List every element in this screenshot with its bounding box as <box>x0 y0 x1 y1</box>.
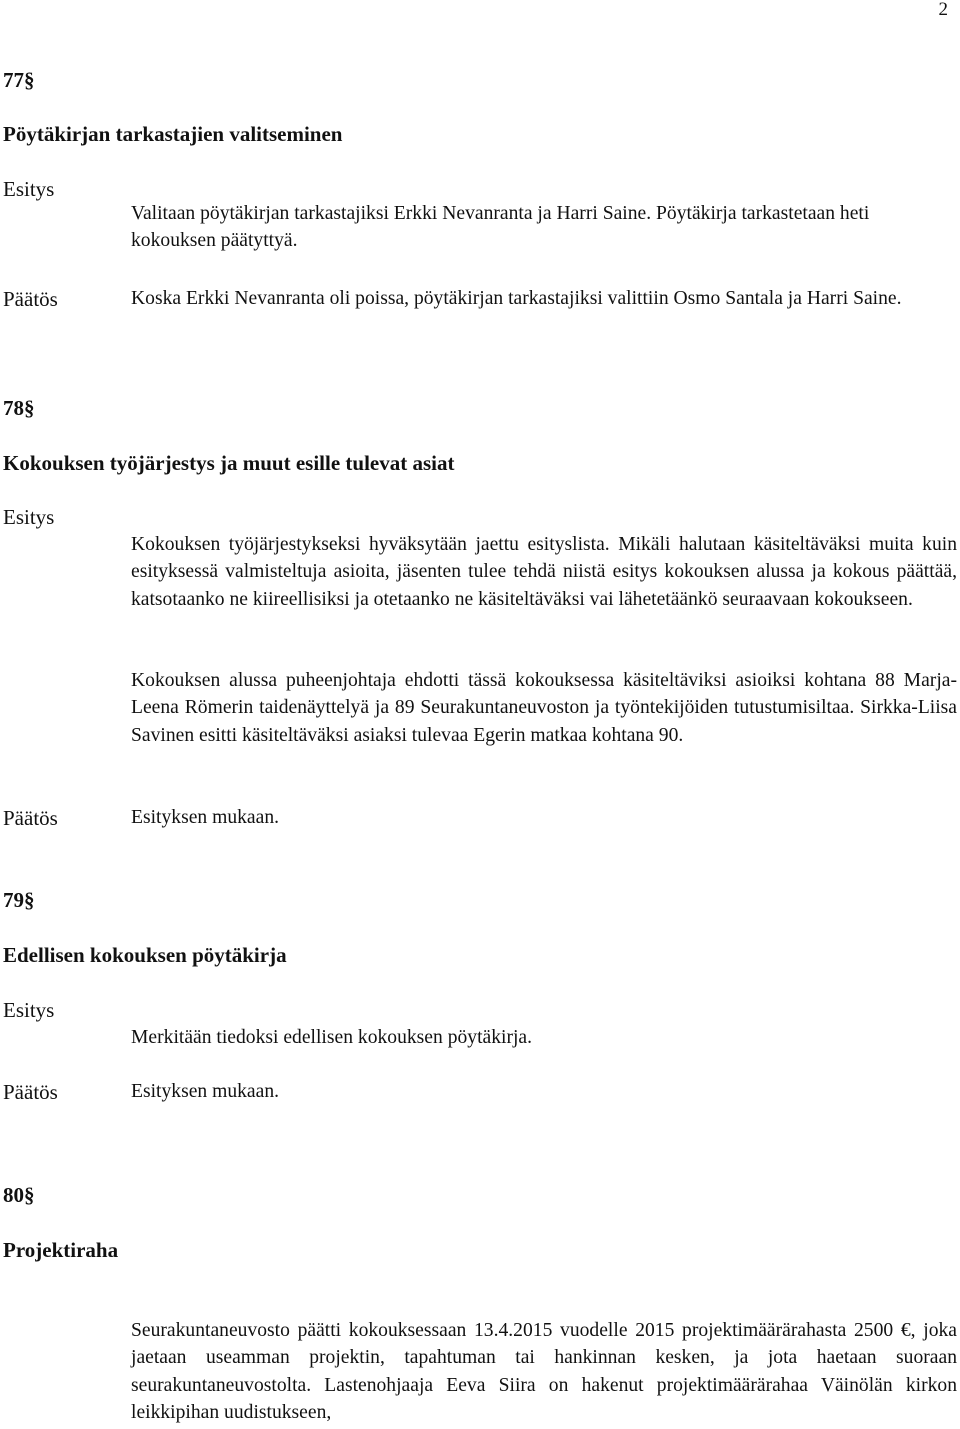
section-78-esitys-text-2: Kokouksen alussa puheenjohtaja ehdotti tässä kokouksessa käsiteltäviksi asioiksi kohtana 88 Marja-Leena Römerin taidenäyttelyä ja 89 Seurakuntaneuvoston ja työntekijöiden tutustumisiltaa. Sirkka-Liisa Savinen esitti käsiteltäväksi asiaksi tulevaa Egerin matkaa kohtana 90. <box>131 670 957 746</box>
section-77-title: Pöytäkirjan tarkastajien valitseminen <box>3 122 343 146</box>
section-80-title: Projektiraha <box>3 1238 119 1262</box>
section-79-esitys-text: Merkitään tiedoksi edellisen kokouksen pöytäkirja. <box>131 1027 533 1048</box>
section-78-number: 78§ <box>3 396 35 420</box>
section-79-title: Edellisen kokouksen pöytäkirja <box>3 943 287 967</box>
section-79-paatos-text: Esityksen mukaan. <box>131 1081 280 1102</box>
section-78-esitys-label: Esitys <box>3 505 55 529</box>
section-80-body-text: Seurakuntaneuvosto päätti kokouksessaan 13.4.2015 vuodelle 2015 projektimäärärahasta 2500 €, joka jaetaan useamman projektin, tapahtuman tai hankinnan kesken, ja jota haetaan suoraan seurakuntaneuvostolta. Lastenohjaaja Eeva Siira on hakenut projektimäärärahaa Väinölän kirkon leikkipihan uudistukseen, <box>131 1320 957 1423</box>
section-77-esitys-text: Valitaan pöytäkirjan tarkastajiksi Erkki Nevanranta ja Harri Saine. Pöytäkirja tarkastetaan heti kokouksen päätyttyä. <box>131 203 870 252</box>
section-78-paatos-label: Päätös <box>3 806 58 830</box>
section-77-esitys-label: Esitys <box>3 177 55 201</box>
section-80-number: 80§ <box>3 1183 35 1207</box>
section-77-paatos-label: Päätös <box>3 287 58 311</box>
section-79-paatos-label: Päätös <box>3 1080 58 1104</box>
page-number: 2 <box>938 0 948 20</box>
section-79-number: 79§ <box>3 888 35 912</box>
section-78-title: Kokouksen työjärjestys ja muut esille tulevat asiat <box>3 451 455 475</box>
section-79-esitys-label: Esitys <box>3 998 55 1022</box>
section-77-number: 77§ <box>3 68 35 92</box>
section-77-paatos-text: Koska Erkki Nevanranta oli poissa, pöytäkirjan tarkastajiksi valittiin Osmo Santala ja Harri Saine. <box>131 288 902 309</box>
section-78-paatos-text: Esityksen mukaan. <box>131 807 280 828</box>
section-78-esitys-text: Kokouksen työjärjestykseksi hyväksytään jaettu esityslista. Mikäli halutaan käsiteltäväksi muita kuin esityksessä valmisteltuja asioita, jäsenten tulee tehdä niistä esitys kokouksen alussa ja kokous päättää, katsotaanko ne kiireellisiksi ja otetaanko ne käsiteltäväksi vai lähetetäänkö seuraavaan kokoukseen. <box>131 534 957 610</box>
